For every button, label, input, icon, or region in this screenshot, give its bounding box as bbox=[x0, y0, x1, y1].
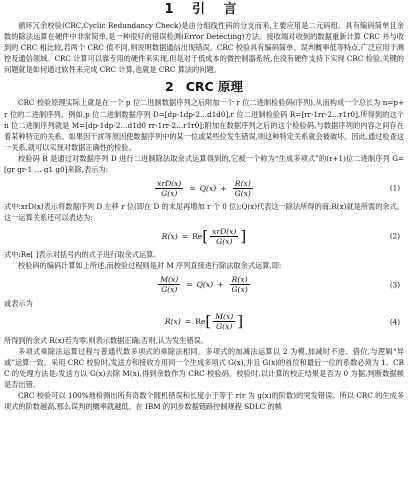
equation-1-explanation: 式中:xrD(x)表示将数据序列 D 左移 r 位(即在 D 的末尾再增加 r 个 0 位);Q(x)代表这一除法所得的商;R(x)就是所需的余式。这一运算关系还可以表达为: bbox=[4, 202, 404, 223]
eq3-quotient: Q(x) bbox=[196, 280, 214, 289]
eq4-fraction bbox=[213, 312, 235, 331]
eq3-rhs-numerator: R(x) bbox=[231, 275, 248, 284]
eq2-right-bracket: ] bbox=[240, 226, 247, 245]
section-2-number: 2 bbox=[164, 79, 174, 95]
eq3-lhs-fraction bbox=[158, 275, 180, 294]
eq1-rhs-denominator: G(x) bbox=[234, 188, 251, 198]
equation-2 bbox=[4, 223, 404, 249]
eq1-quotient: Q(x) bbox=[199, 183, 217, 193]
eq1-lhs-numerator: xrD(x) bbox=[157, 178, 182, 188]
eq2-left-bracket: [ bbox=[202, 226, 209, 245]
section-1-heading: 1 引 言 bbox=[164, 2, 244, 17]
remainder-check-paragraph: 所得到的余式 R(x)若为零,则表示数据正确;否则,认为发生错误。 bbox=[4, 335, 209, 345]
eq2-denominator: G(x) bbox=[216, 236, 233, 246]
equation-1 bbox=[4, 175, 404, 201]
eq3-plus: + bbox=[217, 280, 224, 289]
eq4-right-bracket: ] bbox=[237, 312, 244, 331]
eq3-lhs-numerator: M(x) bbox=[160, 275, 179, 284]
eq4-equals: = bbox=[184, 317, 192, 327]
polynomial-arithmetic-paragraph: 多项式乘除法运算过程与普通代数多项式的乘除法相同。多项式的加减法运算以 2 为模,加减时不进、借位,与逻辑“异或”运算一致。采用 CRC 校验时,发送方和接收方用同一个生成多项式 G(x),并且 G(x)的首位和最后一位的系数必须为 1。CRC 的处理方法是:发送方以 G(x)去除 M(x),得到余数作为 CRC 校验码。校验时,以计算的校正结果是否为 0 为据,判断数据帧是否出错。 bbox=[4, 346, 404, 389]
eq1-equals: = bbox=[189, 183, 196, 193]
error-detection-paragraph: CRC 校验可以 100%地检测出所有奇数个随机错误和长度小于等于 r(r 为 g(x)的阶数)的突发错误。所以 CRC 的生成多项式的阶数越高,那么误判的概率就越低。在 IBM 的同步数据链路控制规程 SDLC 的帧 bbox=[4, 391, 404, 412]
eq2-fraction bbox=[210, 227, 238, 246]
eq4-denominator: G(x) bbox=[216, 322, 233, 332]
eq4-lhs: R(x) bbox=[164, 317, 181, 327]
eq2-lhs: R(x) bbox=[161, 231, 178, 241]
crc-principle-paragraph: CRC 校验原理实际上就是在一个 p 位二进制数据序列之后附加一个 r 位二进制检验码(序列),从而构成一个总长为 n=p+r 位的二进制序列。例如,p 位二进制数据序列 D=[dp-1dp-2…d1d0],r 位二进制检验码 R=[rr-1rr-2…r1r0],所得到的这个 n 位二进制序列就是 M=[dp-1dp-2…d1d0 rr-1rr-2…r1r0];附加在数据序列之后的这个检验码,与数据序列的内容之间存在着某种特定的关系。如果因干扰等原因使数据序列中的某一位或某些位发生错误,则这种特定关系就会被破坏。因此,通过检查这一关系,就可以实现对数据正确性的检验。 bbox=[4, 98, 404, 152]
eq1-plus: + bbox=[220, 183, 227, 193]
checkcode-paragraph: 校验码 R 是通过对数据序列 D 进行二进制除法取余式运算得到的,它被一个称为“生成多项式”的(r+1)位二进制序列 G=[gr gr-1 … g1 g0]来除,表示为: bbox=[4, 153, 404, 175]
eq1-rhs-fraction bbox=[233, 179, 253, 198]
eq3-rhs-fraction bbox=[229, 275, 249, 294]
eq3-equals: = bbox=[186, 280, 193, 289]
eq4-re-operator: Re bbox=[195, 317, 206, 327]
eq4-left-bracket: [ bbox=[205, 312, 212, 331]
eq3-lhs-denominator: G(x) bbox=[161, 285, 178, 294]
section-2-heading bbox=[4, 79, 404, 94]
eq2-number: (2) bbox=[389, 231, 400, 241]
eq1-number: (1) bbox=[389, 183, 400, 193]
intro-paragraph: 循环冗余校验(CRC,Cyclic Redundancy Check)是由分组线性码的分支而来,主要应用是二元码组。具有编码简单且余数的除法运算在硬件中非常简单,是一种很好的错误检测(Error Detecting)方法。接收端对收到的数据重新计算 CRC 并与收到的 CRC 相比较,若两个 CRC 值不同,则说明数据通信出现错误。CRC 校验具有编码简单、误判概率低等特点,广泛应用于测控及通信领域。CRC 计算可以靠专用的硬件来实现,但是对于低成本的微控制器系统,在没有硬件支持下实现 CRC 检验,关键的问题就是如何通过软件来完成 CRC 计算,也就是 CRC 算法的问题。 bbox=[4, 21, 404, 75]
eq1-lhs-fraction bbox=[155, 179, 183, 198]
eq1-lhs-denominator: G(x) bbox=[161, 188, 178, 198]
verification-paragraph: 校验码的编码计算如上所述,而校验过程则是对 M 序列直接进行除法取余式运算,即: bbox=[18, 261, 282, 271]
eq2-numerator: xrD(x) bbox=[212, 226, 237, 236]
eq4-number: (4) bbox=[389, 317, 400, 327]
eq3-rhs-denominator: G(x) bbox=[231, 285, 248, 294]
eq4-numerator: M(x) bbox=[215, 312, 234, 322]
eq2-equals: = bbox=[181, 231, 189, 241]
alternative-form-text: 或表示为 bbox=[4, 298, 33, 308]
eq3-number: (3) bbox=[389, 280, 400, 289]
section-2-title: CRC 原理 bbox=[185, 79, 244, 95]
equation-3 bbox=[4, 272, 404, 298]
eq1-rhs-numerator: R(x) bbox=[234, 178, 251, 188]
equation-4 bbox=[4, 309, 404, 335]
eq2-re-operator: Re bbox=[192, 231, 203, 241]
re-operator-explanation: 式中:Re[ ]表示对括号内的式子进行取余式运算。 bbox=[4, 250, 161, 260]
